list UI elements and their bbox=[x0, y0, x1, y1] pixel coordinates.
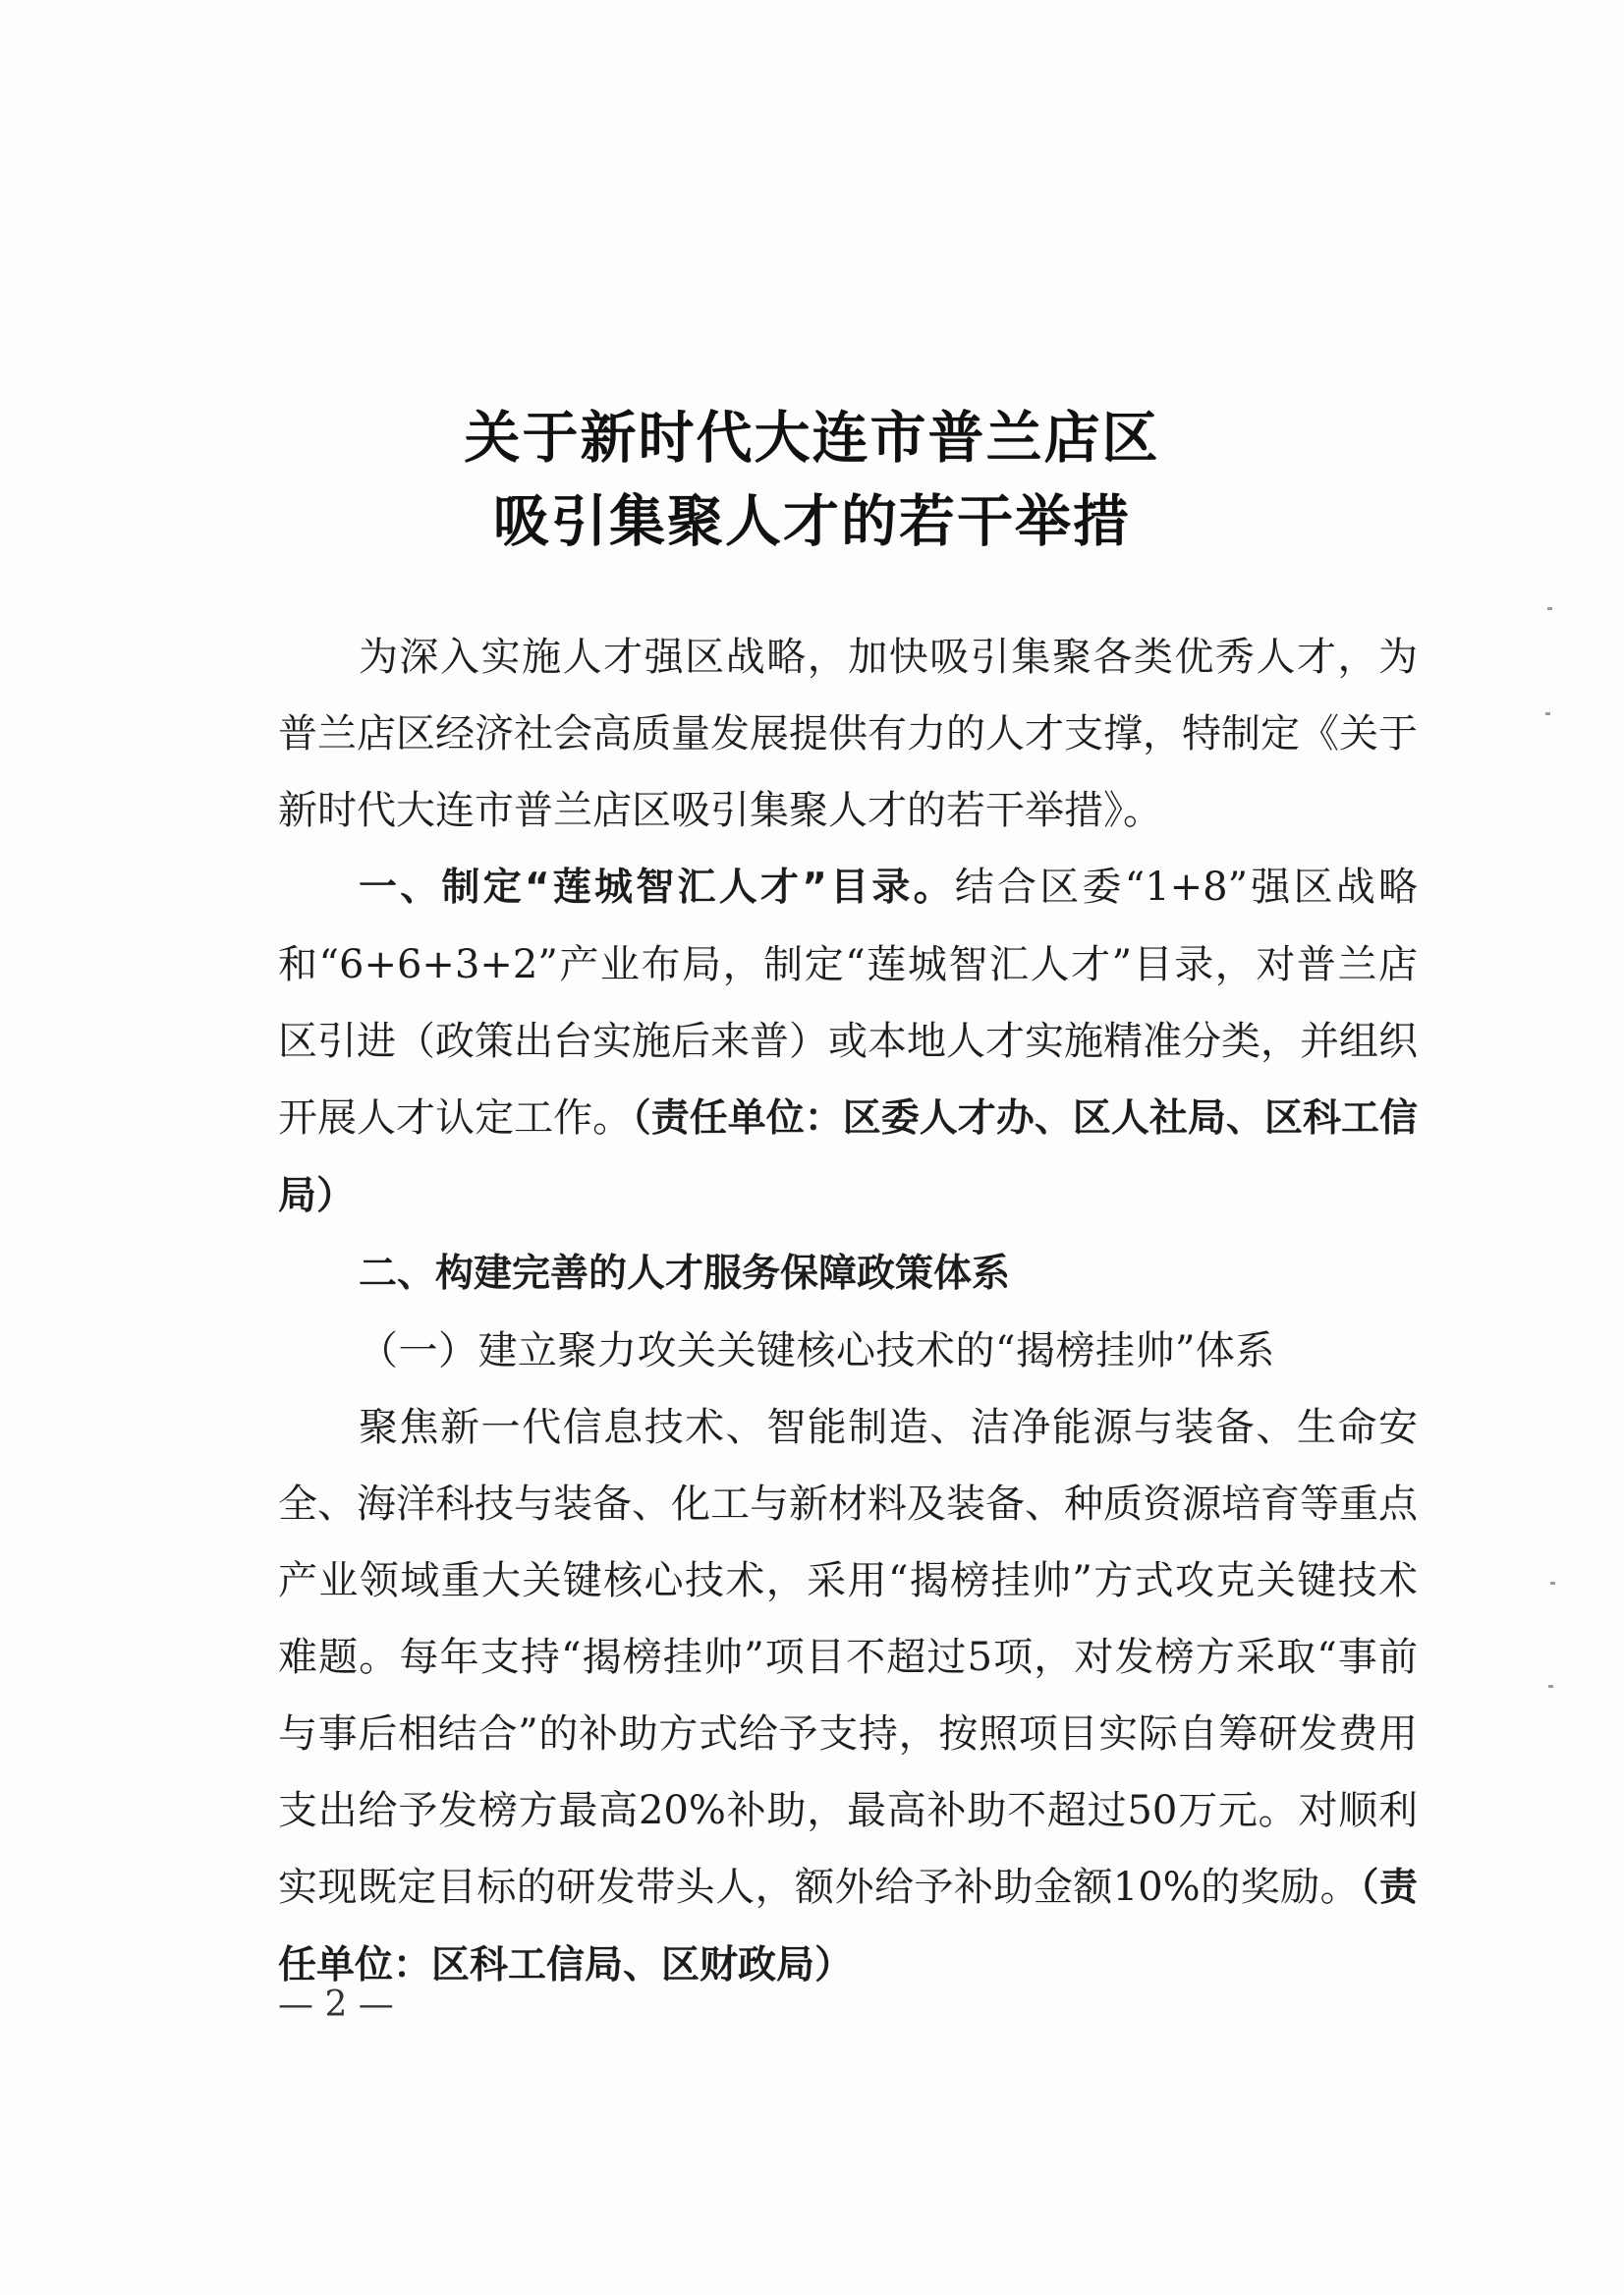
section-1-text: 结合区委“1+8”强区战略和“6+6+3+2”产业布局，制定“莲城智汇人才”目录，对普兰店区引进（政策出台实施后来普）或本地人才实施精准分类，并组织开展人才认定工作。 bbox=[278, 865, 1419, 1141]
page-number: — 2 — bbox=[278, 1985, 394, 2025]
section-1-heading: 一、制定“莲城智汇人才”目录。 bbox=[359, 866, 955, 910]
section-2-sub-1-text: 聚焦新一代信息技术、智能制造、洁净能源与装备、生命安全、海洋科技与装备、化工与新材料及装备、种质资源培育等重点产业领域重大关键核心技术，采用“揭榜挂帅”方式攻克关键技术难题。每年支持“揭榜挂帅”项目不超过5项，对发榜方采取“事前与事后相结合”的补助方式给予支持，按照项目实际自筹研发费用支出给予发榜方最高20%补助，最高补助不超过50万元。对顺利实现既定目标的研发带头人，额外给予补助金额10%的奖励。 bbox=[278, 1405, 1418, 1910]
section-2-sub-1-paragraph bbox=[278, 1389, 1418, 2004]
section-1-responsibility: （责任单位：区委人才办、区人社局、区科工信局） bbox=[278, 1096, 1418, 1218]
scan-speck bbox=[1550, 1582, 1555, 1585]
scan-speck bbox=[1548, 1685, 1553, 1688]
section-2-sub-1-responsibility: （责任单位：区科工信局、区财政局） bbox=[278, 1866, 1418, 1987]
document-title-line-1: 关于新时代大连市普兰店区 bbox=[464, 405, 1160, 471]
section-2-sub-1-heading: （一）建立聚力攻关关键核心技术的“揭榜挂帅”体系 bbox=[359, 1328, 1275, 1373]
section-2-heading: 二、构建完善的人才服务保障政策体系 bbox=[359, 1252, 1011, 1296]
scan-speck bbox=[1545, 712, 1550, 715]
intro-paragraph: 为深入实施人才强区战略，加快吸引集聚各类优秀人才，为普兰店区经济社会高质量发展提供有力的人才支撑，特制定《关于新时代大连市普兰店区吸引集聚人才的若干举措》。 bbox=[278, 635, 1418, 833]
section-1-paragraph bbox=[278, 849, 1418, 1235]
document-title-line-2: 吸引集聚人才的若干举措 bbox=[493, 488, 1131, 554]
scan-speck bbox=[1547, 607, 1552, 610]
document-body bbox=[278, 619, 1418, 2004]
